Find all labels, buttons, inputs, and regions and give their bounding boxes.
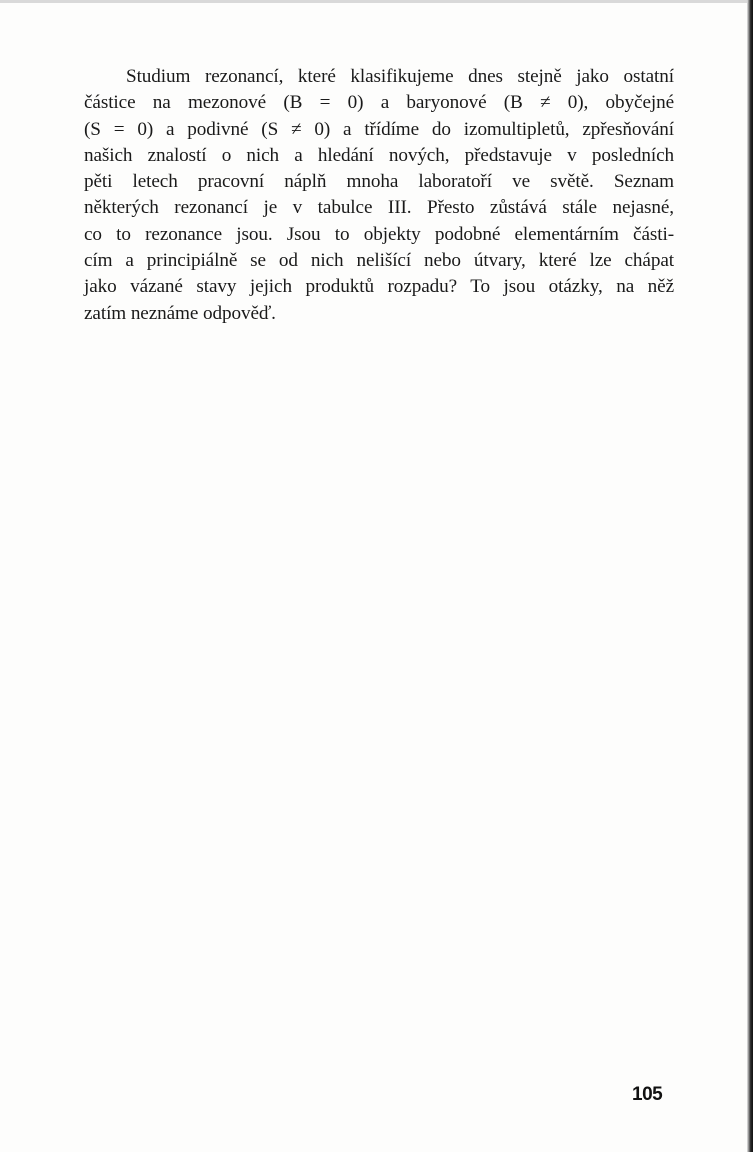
paragraph-line: Studium rezonancí, které klasifikujeme dnes stejně jako ostatní (126, 66, 674, 87)
page-number: 105 (632, 1084, 663, 1105)
page-top-edge (0, 0, 753, 3)
paragraph-line: (S = 0) a podivné (S ≠ 0) a třídíme do izomultipletů, zpřesňování (84, 118, 674, 140)
body-paragraph (84, 64, 674, 327)
paragraph-line: cím a principiálně se od nich nelišící nebo útvary, které lze chápat (84, 250, 674, 272)
paragraph-line: zatím neznáme odpověď. (84, 302, 276, 324)
paragraph-line: některých rezonancí je v tabulce III. Přesto zůstává stále nejasné, (84, 197, 674, 219)
page-right-edge (747, 0, 753, 1152)
paragraph-line: našich znalostí o nich a hledání nových, představuje v posledních (84, 144, 674, 166)
paragraph-line: co to rezonance jsou. Jsou to objekty podobné elementárním části- (84, 223, 674, 245)
paragraph-line: pěti letech pracovní náplň mnoha laboratoří ve světě. Seznam (84, 171, 674, 193)
paragraph-line: částice na mezonové (B = 0) a baryonové (B ≠ 0), obyčejné (84, 92, 674, 114)
paragraph-line: jako vázané stavy jejich produktů rozpadu? To jsou otázky, na něž (84, 276, 674, 298)
